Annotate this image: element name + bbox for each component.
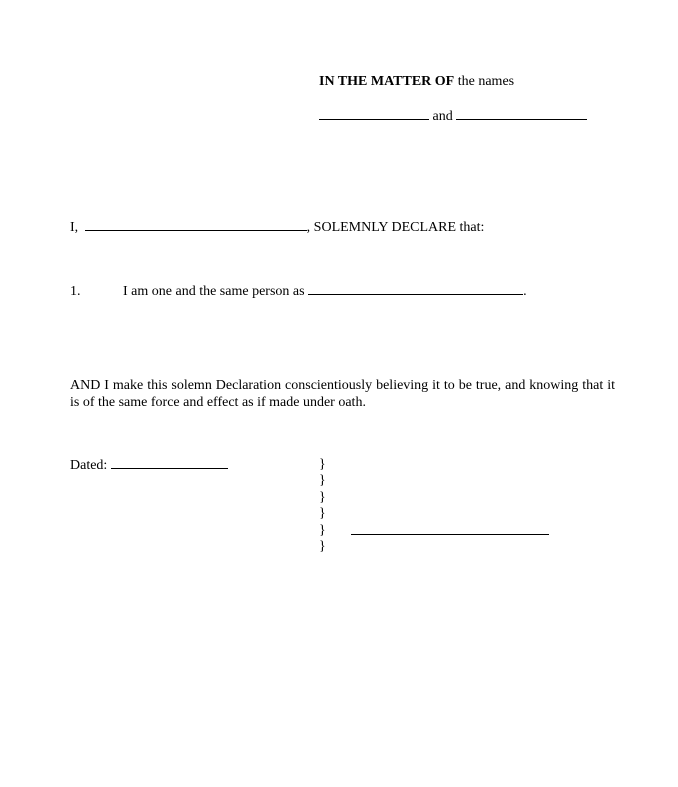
brace: } xyxy=(319,457,326,472)
brace: } xyxy=(319,539,326,555)
item-1 xyxy=(70,282,527,300)
brace: } xyxy=(319,506,326,522)
dated-line xyxy=(70,456,228,474)
brace-column xyxy=(319,457,326,555)
date-blank[interactable] xyxy=(111,456,228,469)
brace: } xyxy=(319,522,326,538)
names-line xyxy=(319,107,587,125)
signature-blank[interactable] xyxy=(351,522,549,535)
declaration-paragraph: AND I make this solemn Declaration conscientiously believing it to be true, and knowing that it is of the same force and effect as if made under oath. xyxy=(70,378,615,410)
same-person-blank[interactable] xyxy=(308,282,523,295)
item-end: . xyxy=(523,284,527,299)
brace: } xyxy=(319,489,326,505)
second-name-blank[interactable] xyxy=(456,107,587,120)
declaration-line xyxy=(70,218,484,236)
first-name-blank[interactable] xyxy=(319,107,429,120)
declarant-name-blank[interactable] xyxy=(85,218,307,231)
header-bold-prefix: IN THE MATTER OF xyxy=(319,74,455,89)
declaration-suffix: , SOLEMNLY DECLARE that: xyxy=(306,220,485,235)
brace: } xyxy=(319,473,326,489)
header-title xyxy=(319,74,514,90)
declaration-prefix: I, xyxy=(70,220,79,235)
dated-label: Dated: xyxy=(70,458,108,473)
header-rest: the names xyxy=(454,74,515,89)
item-text: I am one and the same person as xyxy=(123,284,305,299)
names-conjunction: and xyxy=(432,109,453,124)
item-number: 1. xyxy=(70,284,81,299)
